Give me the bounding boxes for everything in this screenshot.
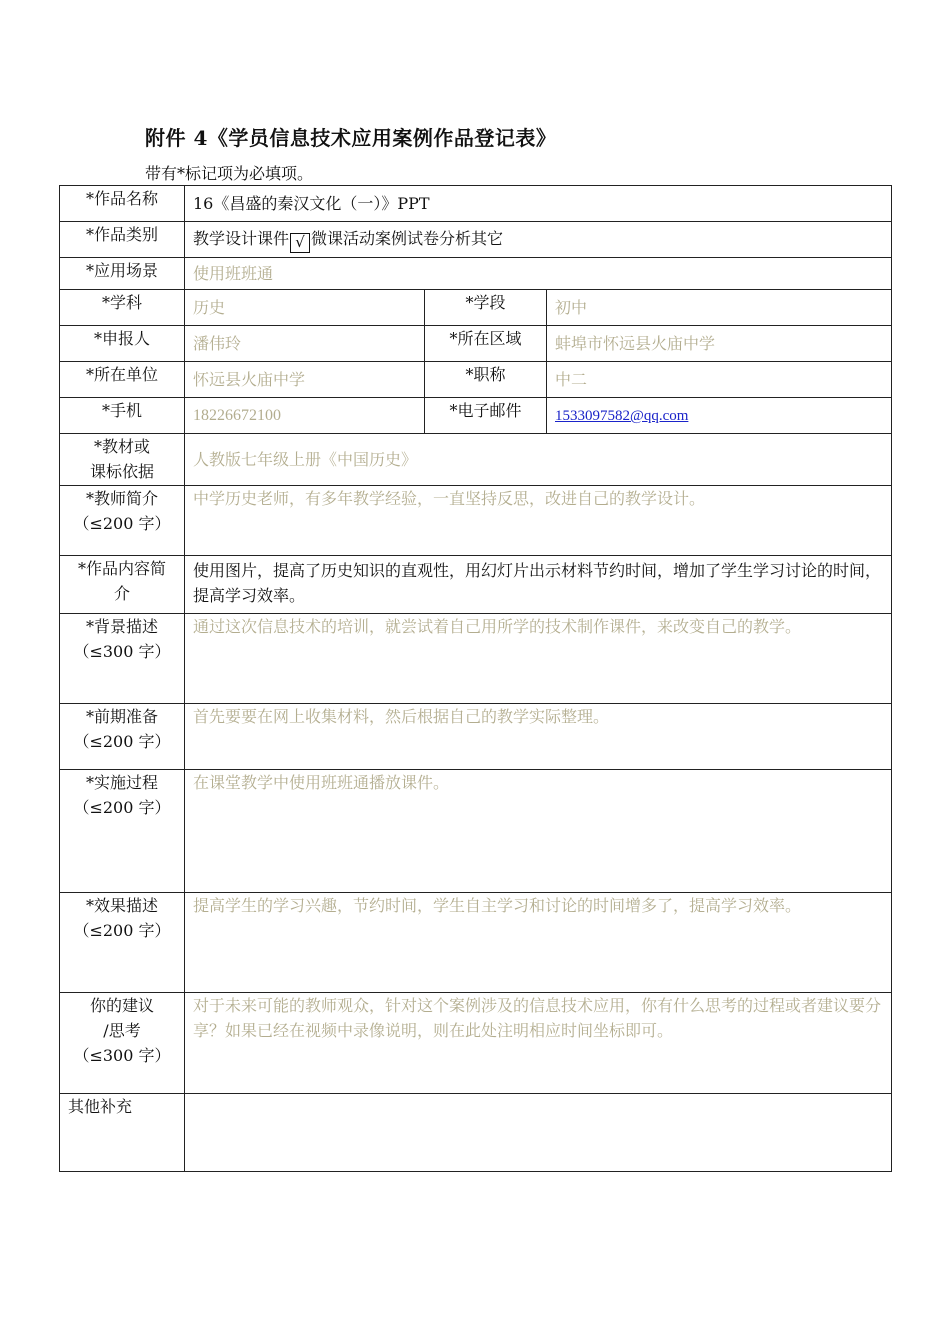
label-work-intro-line1: *作品内容简 (77, 559, 166, 578)
suggestion-field[interactable]: 对于未来可能的教师观众，针对这个案例涉及的信息技术应用，你有什么思考的过程或者建议要分享？如果已经在视频中录像说明，则在此处注明相应时间坐标即可。 (185, 993, 892, 1094)
work-intro-field[interactable]: 使用图片，提高了历史知识的直观性，用幻灯片出示材料节约时间，增加了学生学习讨论的时间，提高学习效率。 (185, 556, 892, 614)
row-teacher-intro (60, 486, 892, 556)
applicant-field[interactable]: 潘伟玲 (185, 326, 425, 362)
label-unit: *所在单位 (60, 362, 185, 398)
label-textbook-line2: 课标依据 (89, 462, 154, 481)
row-work-type (60, 222, 892, 258)
work-type-field[interactable] (185, 222, 892, 258)
row-phone-email (60, 398, 892, 434)
label-suggestion-line2: /思考 (103, 1021, 141, 1040)
label-textbook-line1: *教材或 (93, 437, 150, 456)
label-suggestion-line1: 你的建议 (89, 996, 154, 1015)
label-phone: *手机 (60, 398, 185, 434)
label-other: 其他补充 (60, 1094, 185, 1172)
work-name-field[interactable]: 16《昌盛的秦汉文化（一）》PPT (185, 186, 892, 222)
registration-form-table (59, 185, 892, 1172)
row-scene (60, 258, 892, 290)
row-other (60, 1094, 892, 1172)
label-subject: *学科 (60, 290, 185, 326)
label-preparation (60, 704, 185, 770)
label-background-line1: *背景描述 (85, 617, 158, 636)
title-rank-field[interactable]: 中二 (547, 362, 892, 398)
row-unit-rank (60, 362, 892, 398)
work-type-options-after: 微课活动案例试卷分析其它 (311, 229, 504, 248)
stage-field[interactable]: 初中 (547, 290, 892, 326)
label-title-rank: *职称 (425, 362, 547, 398)
row-textbook (60, 434, 892, 486)
row-work-name (60, 186, 892, 222)
label-effect-line1: *效果描述 (85, 896, 158, 915)
label-teacher-intro-line1: *教师简介 (85, 489, 158, 508)
required-note: 带有*标记项为必填项。 (145, 164, 314, 183)
textbook-field[interactable]: 人教版七年级上册《中国历史》 (185, 434, 892, 486)
label-effect (60, 893, 185, 993)
label-process-line2: （≤200 字） (73, 798, 171, 817)
label-background-line2: （≤300 字） (73, 642, 171, 661)
row-process (60, 770, 892, 893)
label-work-type: *作品类别 (60, 222, 185, 258)
background-field[interactable]: 通过这次信息技术的培训，就尝试着自己用所学的技术制作课件，来改变自己的教学。 (185, 614, 892, 704)
row-applicant-region (60, 326, 892, 362)
email-cell (547, 398, 892, 434)
label-suggestion-line3: （≤300 字） (73, 1046, 171, 1065)
row-background (60, 614, 892, 704)
work-type-options-before: 教学设计课件 (193, 229, 290, 248)
effect-field[interactable]: 提高学生的学习兴趣，节约时间，学生自主学习和讨论的时间增多了，提高学习效率。 (185, 893, 892, 993)
other-field[interactable] (185, 1094, 892, 1172)
label-suggestion (60, 993, 185, 1094)
label-preparation-line1: *前期准备 (85, 707, 158, 726)
label-background (60, 614, 185, 704)
row-subject-stage (60, 290, 892, 326)
label-textbook (60, 434, 185, 486)
label-applicant: *申报人 (60, 326, 185, 362)
label-work-intro-line2: 介 (113, 584, 130, 603)
label-teacher-intro (60, 486, 185, 556)
phone-field[interactable]: 18226672100 (185, 398, 425, 434)
teacher-intro-field[interactable]: 中学历史老师，有多年教学经验，一直坚持反思，改进自己的教学设计。 (185, 486, 892, 556)
email-link[interactable]: 1533097582@qq.com (555, 408, 689, 424)
label-work-intro (60, 556, 185, 614)
work-type-checkbox[interactable]: √ (290, 233, 310, 253)
label-scene: *应用场景 (60, 258, 185, 290)
region-field[interactable]: 蚌埠市怀远县火庙中学 (547, 326, 892, 362)
label-process-line1: *实施过程 (85, 773, 158, 792)
label-teacher-intro-line2: （≤200 字） (73, 514, 171, 533)
label-email: *电子邮件 (425, 398, 547, 434)
scene-field[interactable]: 使用班班通 (185, 258, 892, 290)
subject-field[interactable]: 历史 (185, 290, 425, 326)
label-process (60, 770, 185, 893)
process-field[interactable]: 在课堂教学中使用班班通播放课件。 (185, 770, 892, 893)
label-effect-line2: （≤200 字） (73, 921, 171, 940)
row-preparation (60, 704, 892, 770)
row-suggestion (60, 993, 892, 1094)
preparation-field[interactable]: 首先要要在网上收集材料，然后根据自己的教学实际整理。 (185, 704, 892, 770)
label-region: *所在区域 (425, 326, 547, 362)
row-effect (60, 893, 892, 993)
label-work-name: *作品名称 (60, 186, 185, 222)
page-title: 附件 4《学员信息技术应用案例作品登记表》 (145, 126, 557, 150)
row-work-intro (60, 556, 892, 614)
label-preparation-line2: （≤200 字） (73, 732, 171, 751)
label-stage: *学段 (425, 290, 547, 326)
unit-field[interactable]: 怀远县火庙中学 (185, 362, 425, 398)
